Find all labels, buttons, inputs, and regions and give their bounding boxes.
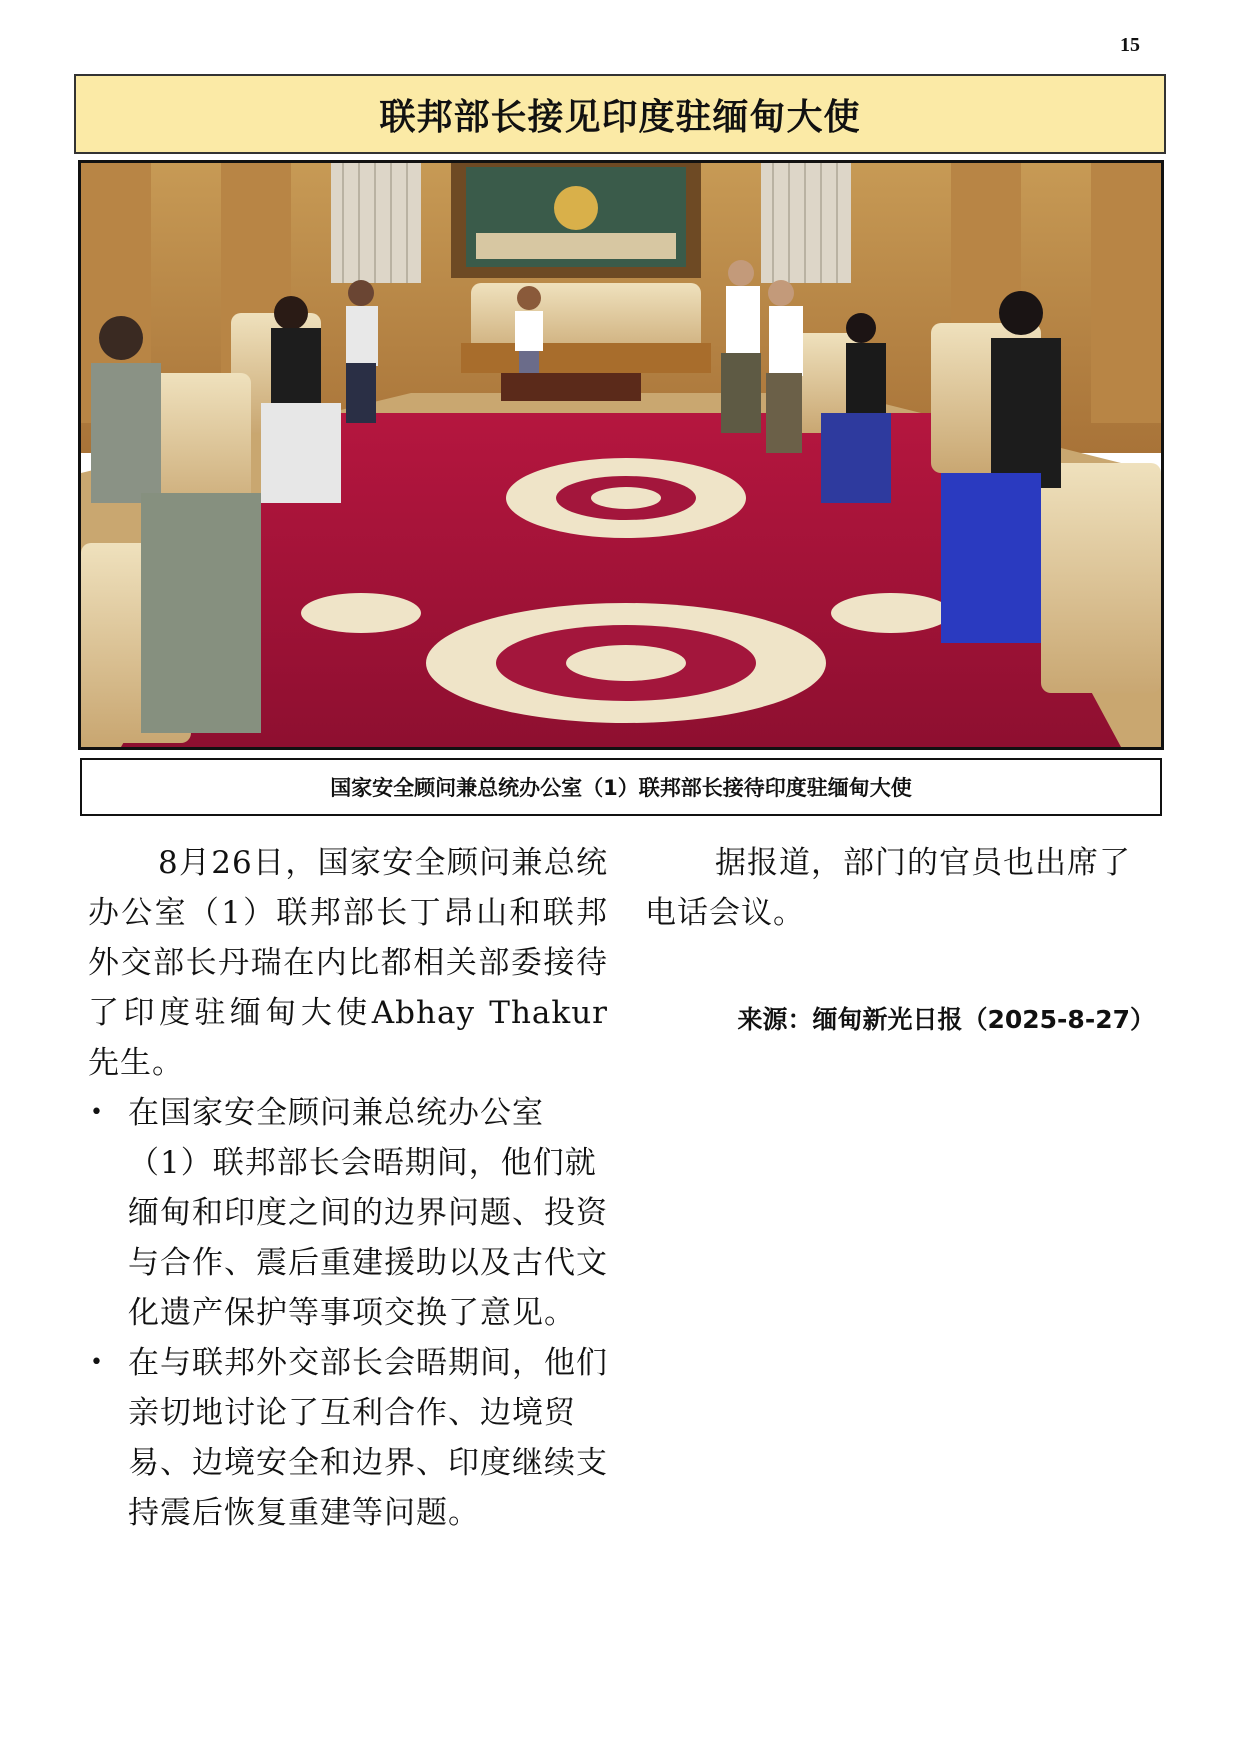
meeting-photo-icon — [81, 163, 1161, 747]
bullet-text: 在国家安全顾问兼总统办公室（1）联邦部长会晤期间，他们就缅甸和印度之间的边界问题、投资与合作、震后重建援助以及古代文化遗产保护等事项交换了意见。 — [128, 1095, 608, 1331]
list-item — [88, 1338, 608, 1538]
article-lead: 8月26日，国家安全顾问兼总统办公室（1）联邦部长丁昂山和联邦外交部长丹瑞在内比都相关部委接待了印度驻缅甸大使Abhay Thakur先生。 — [88, 845, 608, 1081]
article-right-paragraph: 据报道，部门的官员也出席了电话会议。 — [645, 845, 1131, 931]
meeting-photo — [78, 160, 1164, 750]
photo-caption-box — [80, 758, 1162, 816]
article-right-column — [645, 838, 1155, 938]
page-title: 联邦部长接见印度驻缅甸大使 — [379, 96, 861, 138]
article-left-column — [88, 838, 608, 1538]
title-banner — [74, 74, 1166, 154]
page-number: 15 — [1120, 34, 1140, 56]
bullet-text: 在与联邦外交部长会晤期间，他们亲切地讨论了互利合作、边境贸易、边境安全和边界、印度继续支持震后恢复重建等问题。 — [128, 1345, 608, 1531]
list-item — [88, 1088, 608, 1338]
article-source: 来源：缅甸新光日报（2025-8-27） — [737, 1005, 1155, 1034]
photo-caption: 国家安全顾问兼总统办公室（1）联邦部长接待印度驻缅甸大使 — [330, 776, 912, 800]
article-bullet-list — [88, 1088, 608, 1538]
bullet-icon: • — [90, 1350, 104, 1375]
bullet-icon: • — [90, 1100, 104, 1125]
